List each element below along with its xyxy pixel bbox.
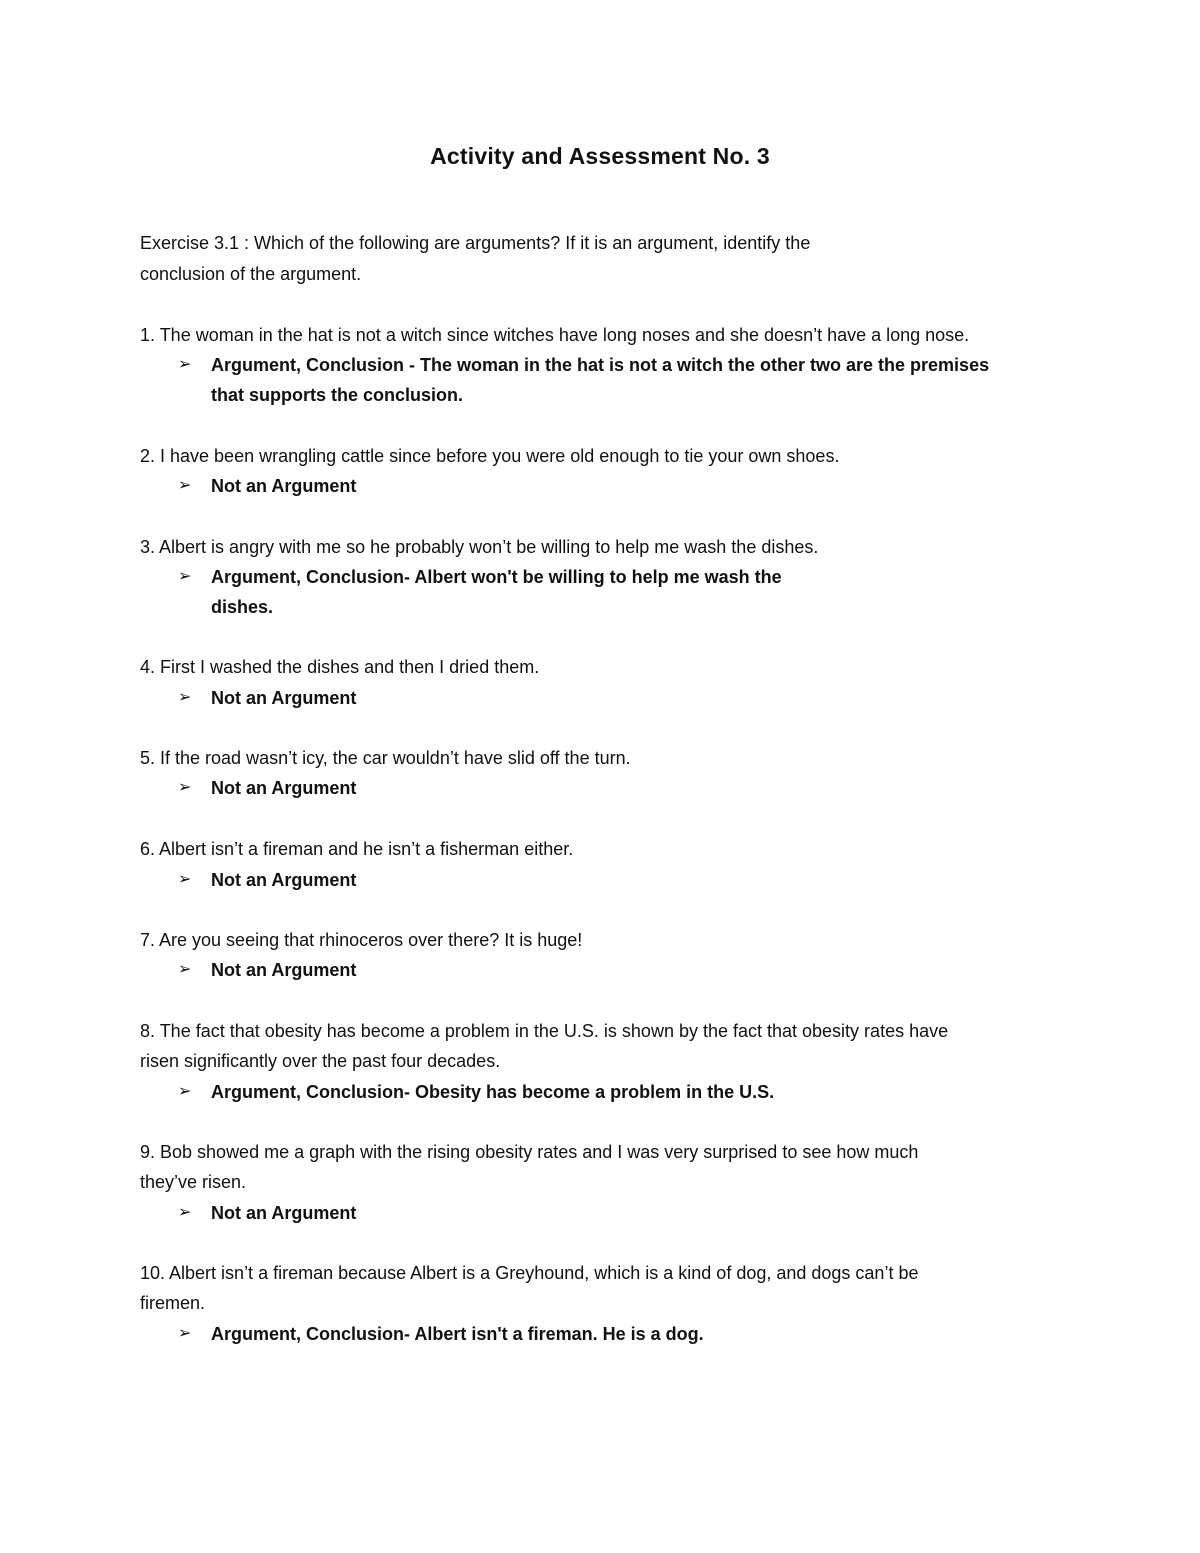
- question-7: 7. Are you seeing that rhinoceros over there? It is huge!: [140, 930, 583, 950]
- arrow-bullet-icon: ➢: [178, 1083, 192, 1100]
- answer-2: Not an Argument: [211, 476, 357, 496]
- answer-6: Not an Argument: [211, 870, 357, 890]
- arrow-bullet-icon: ➢: [178, 689, 192, 706]
- arrow-bullet-icon: ➢: [178, 568, 192, 585]
- answer-1: Argument, Conclusion - The woman in the hat is not a witch the other two are the premises: [211, 355, 990, 375]
- question-10-continued: firemen.: [140, 1293, 206, 1313]
- answer-8: Argument, Conclusion- Obesity has become a problem in the U.S.: [211, 1082, 775, 1102]
- answer-3-continued: dishes.: [211, 597, 274, 617]
- answer-3: Argument, Conclusion- Albert won't be willing to help me wash the: [211, 567, 782, 587]
- answer-5: Not an Argument: [211, 778, 357, 798]
- answer-10: Argument, Conclusion- Albert isn't a fireman. He is a dog.: [211, 1324, 704, 1344]
- arrow-bullet-icon: ➢: [178, 1325, 192, 1342]
- question-5: 5. If the road wasn’t icy, the car wouldn’t have slid off the turn.: [140, 748, 631, 768]
- question-8-continued: risen significantly over the past four decades.: [140, 1051, 501, 1071]
- arrow-bullet-icon: ➢: [178, 779, 192, 796]
- question-4: 4. First I washed the dishes and then I dried them.: [140, 657, 540, 677]
- answer-1-continued: that supports the conclusion.: [211, 385, 464, 405]
- answer-9: Not an Argument: [211, 1203, 357, 1223]
- answer-7: Not an Argument: [211, 960, 357, 980]
- question-2: 2. I have been wrangling cattle since before you were old enough to tie your own shoes.: [140, 446, 840, 466]
- page-title: Activity and Assessment No. 3: [430, 143, 770, 169]
- exercise-prompt-line-2: conclusion of the argument.: [140, 264, 362, 284]
- exercise-prompt-line-1: Exercise 3.1 : Which of the following are arguments? If it is an argument, identify the: [140, 233, 811, 253]
- question-8: 8. The fact that obesity has become a problem in the U.S. is shown by the fact that obesity rates have: [140, 1021, 949, 1041]
- question-6: 6. Albert isn’t a fireman and he isn’t a fisherman either.: [140, 839, 574, 859]
- question-3: 3. Albert is angry with me so he probably won’t be willing to help me wash the dishes.: [140, 537, 819, 557]
- arrow-bullet-icon: ➢: [178, 961, 192, 978]
- arrow-bullet-icon: ➢: [178, 477, 192, 494]
- arrow-bullet-icon: ➢: [178, 1204, 192, 1221]
- question-9: 9. Bob showed me a graph with the rising obesity rates and I was very surprised to see how much: [140, 1142, 919, 1162]
- arrow-bullet-icon: ➢: [178, 871, 192, 888]
- question-10: 10. Albert isn’t a fireman because Albert is a Greyhound, which is a kind of dog, and dogs can’t be: [140, 1263, 919, 1283]
- question-9-continued: they’ve risen.: [140, 1172, 247, 1192]
- arrow-bullet-icon: ➢: [178, 356, 192, 373]
- answer-4: Not an Argument: [211, 688, 357, 708]
- question-1: 1. The woman in the hat is not a witch since witches have long noses and she doesn’t have a long nose.: [140, 325, 970, 345]
